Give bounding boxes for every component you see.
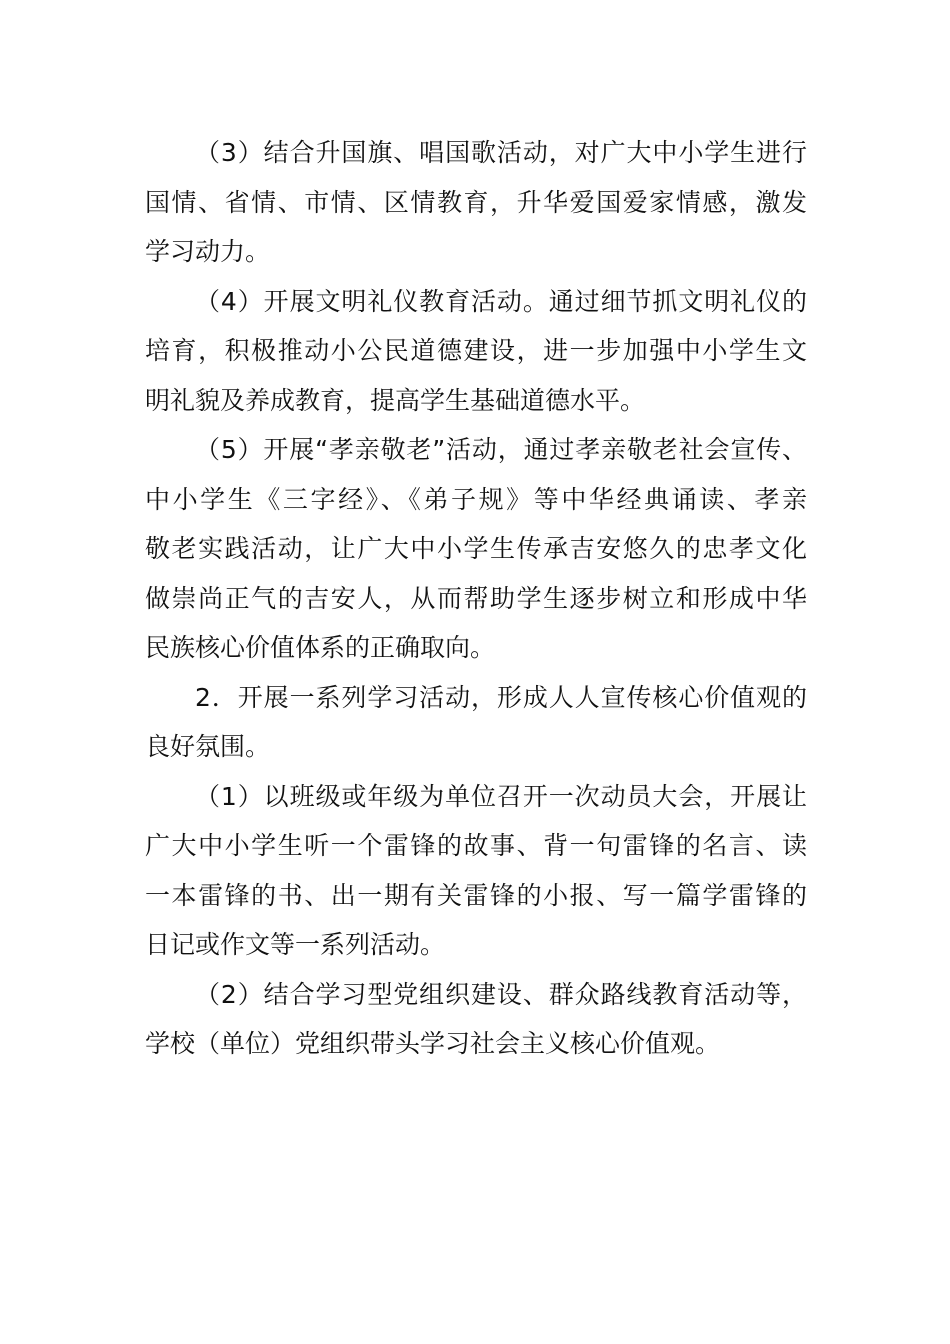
paragraph-line: （1）以班级或年级为单位召开一次动员大会，开展让: [195, 781, 807, 811]
paragraph-line: 明礼貌及养成教育，提高学生基础道德水平。: [145, 385, 646, 415]
paragraph-line: 做崇尚正气的吉安人，从而帮助学生逐步树立和形成中华: [145, 583, 807, 613]
paragraph-item-2-1: [145, 772, 807, 970]
paragraph-line: 国情、省情、市情、区情教育，升华爱国爱家情感，激发: [145, 187, 807, 217]
section-2-heading: [145, 673, 807, 772]
paragraph-line: 中小学生《三字经》、《弟子规》等中华经典诵读、孝亲: [145, 484, 807, 514]
paragraph-line: （5）开展“孝亲敬老”活动，通过孝亲敬老社会宣传、: [195, 435, 807, 464]
paragraph-line: 民族核心价值体系的正确取向。: [145, 633, 496, 662]
paragraph-item-2-2: [145, 970, 807, 1069]
paragraph-line: （2）结合学习型党组织建设、群众路线教育活动等，: [195, 979, 807, 1009]
document-body: [145, 128, 807, 1069]
section-heading-line: 2．开展一系列学习活动，形成人人宣传核心价值观的: [195, 682, 807, 712]
section-heading-line: 良好氛围。: [145, 732, 271, 761]
paragraph-item-4: [145, 277, 807, 426]
paragraph-line: 学习动力。: [145, 237, 271, 266]
paragraph-line: 培育，积极推动小公民道德建设，进一步加强中小学生文: [145, 336, 807, 365]
paragraph-line: （4）开展文明礼仪教育活动。通过细节抓文明礼仪的: [195, 286, 807, 316]
paragraph-line: 广大中小学生听一个雷锋的故事、背一句雷锋的名言、读: [145, 831, 807, 860]
paragraph-line: 日记或作文等一系列活动。: [145, 930, 446, 959]
paragraph-item-5: [145, 425, 807, 673]
paragraph-item-3: [145, 128, 807, 277]
paragraph-line: 敬老实践活动，让广大中小学生传承吉安悠久的忠孝文化: [145, 534, 807, 563]
paragraph-line: （3）结合升国旗、唱国歌活动，对广大中小学生进行: [195, 138, 807, 167]
paragraph-line: 学校（单位）党组织带头学习社会主义核心价值观。: [145, 1029, 721, 1058]
paragraph-line: 一本雷锋的书、出一期有关雷锋的小报、写一篇学雷锋的: [145, 880, 807, 910]
